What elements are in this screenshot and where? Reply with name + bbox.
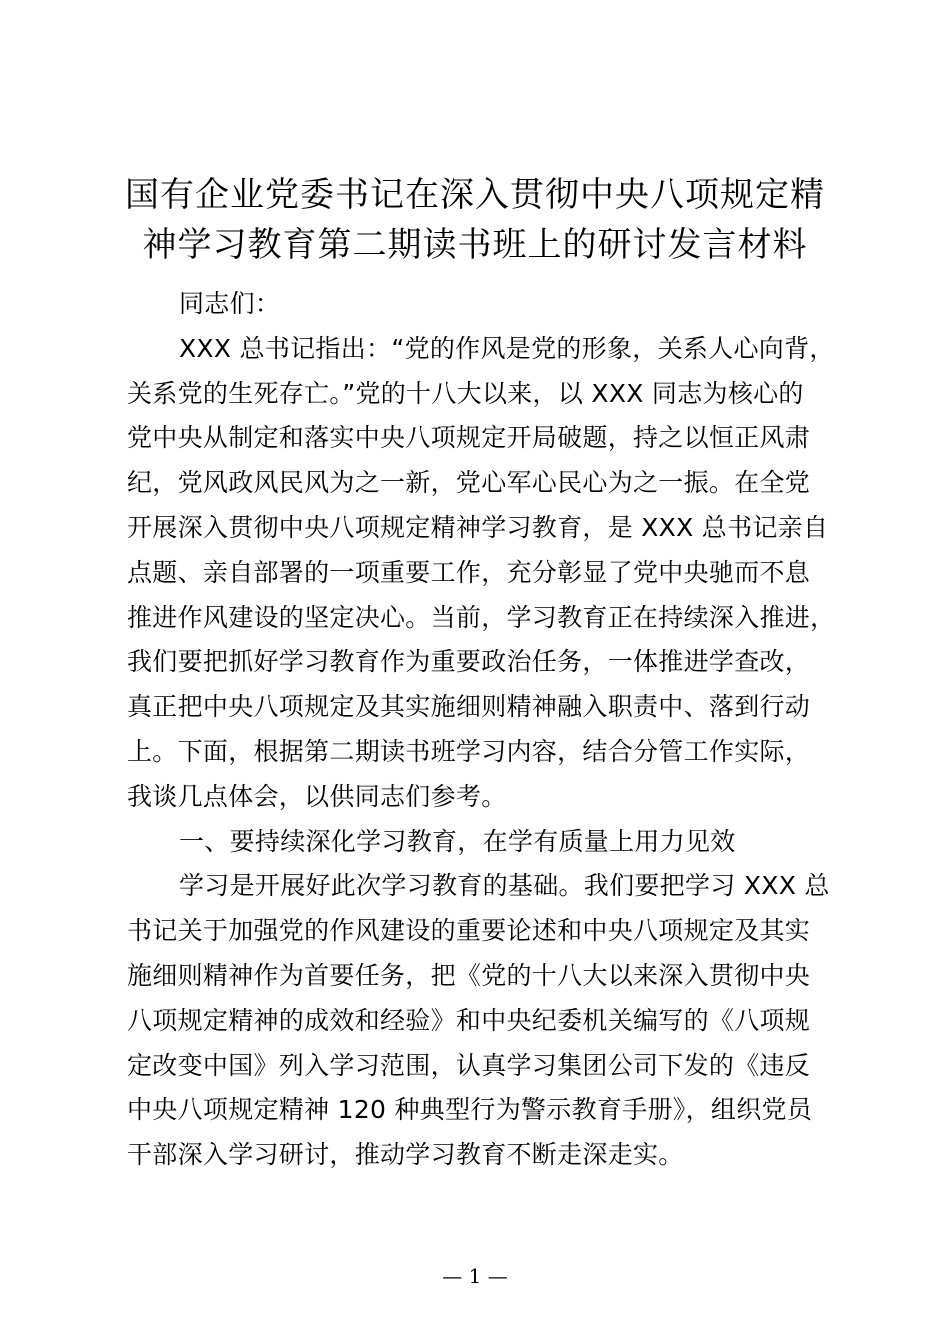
salutation: 同志们： [179,289,281,318]
paragraph-1-line: 党中央从制定和落实中央八项规定开局破题，持之以恒正风肃 [127,423,811,453]
paragraph-2-line: 书记关于加强党的作风建设的重要论述和中央八项规定及其实 [127,916,811,946]
paragraph-1-line: XXX 总书记指出：“党的作风是党的形象，关系人心向背， [179,333,835,363]
paragraph-1-line: 我谈几点体会，以供同志们参考。 [127,781,507,811]
paragraph-2-line: 干部深入学习研讨，推动学习教育不断走深走实。 [127,1140,684,1170]
paragraph-2-line: 定改变中国》列入学习范围，认真学习集团公司下发的《违反 [127,1050,811,1080]
paragraph-1-line: 推进作风建设的坚定决心。当前，学习教育正在持续深入推进， [127,602,836,632]
paragraph-2-line: 中央八项规定精神 120 种典型行为警示教育手册》，组织党员 [127,1095,813,1125]
document-body [127,282,836,1178]
paragraph-2-line: 八项规定精神的成效和经验》和中央纪委机关编写的《八项规 [127,1005,811,1035]
paragraph-1-line: 点题、亲自部署的一项重要工作，充分彰显了党中央驰而不息 [127,557,811,587]
title-line-1: 国有企业党委书记在深入贯彻中央八项规定精 [125,175,825,215]
section-heading: 一、要持续深化学习教育，在学有质量上用力见效 [179,826,736,856]
paragraph-1-line: 我们要把抓好学习教育作为重要政治任务，一体推进学查改， [127,647,811,677]
paragraph-1-line: 开展深入贯彻中央八项规定精神学习教育，是 XXX 总书记亲自 [127,512,829,542]
paragraph-2-line: 学习是开展好此次学习教育的基础。我们要把学习 XXX 总 [179,871,830,901]
document-title [110,170,840,270]
paragraph-1-line: 上。下面，根据第二期读书班学习内容，结合分管工作实际， [127,736,811,766]
paragraph-1-line: 真正把中央八项规定及其实施细则精神融入职责中、落到行动 [127,692,811,722]
paragraph-1-line: 纪，党风政风民风为之一新，党心军心民心为之一振。在全党 [127,468,811,498]
paragraph-2-line: 施细则精神作为首要任务，把《党的十八大以来深入贯彻中央 [127,960,811,990]
title-line-2: 神学习教育第二期读书班上的研讨发言材料 [142,225,808,265]
page-number: — 1 — [442,1264,508,1288]
paragraph-1-line: 关系党的生死存亡。”党的十八大以来，以 XXX 同志为核心的 [127,378,804,408]
